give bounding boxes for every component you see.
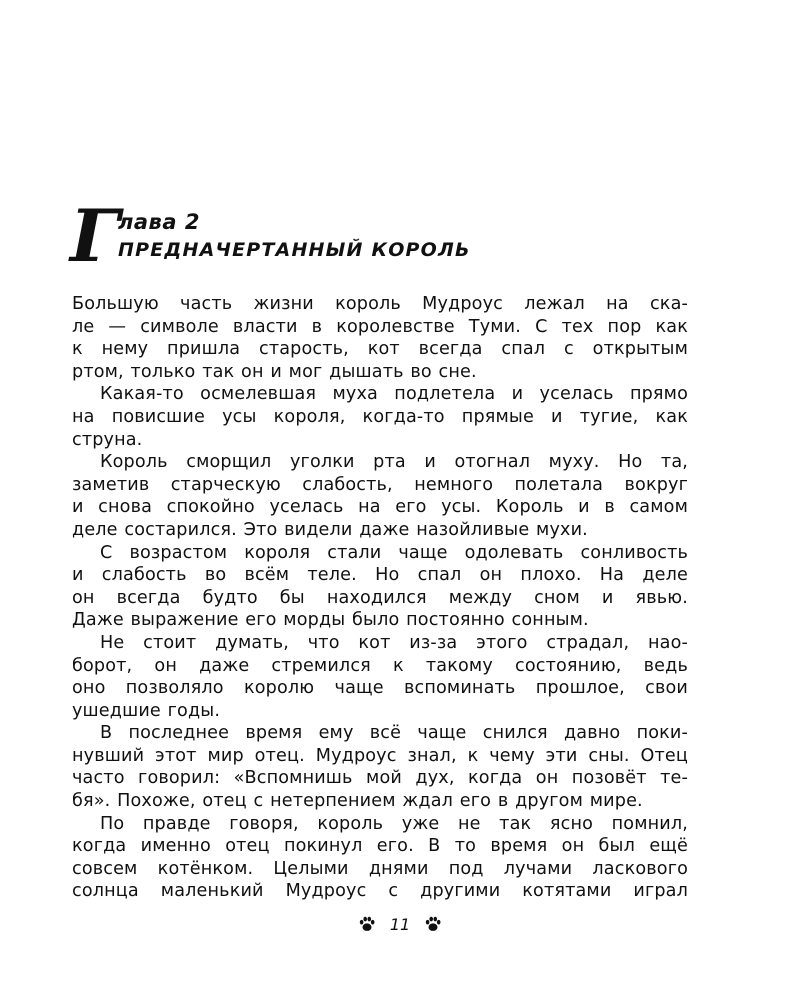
text-line: совсем котёнком. Целыми днями под лучами ласкового: [72, 858, 688, 879]
chapter-drop-initial: Г: [70, 193, 120, 278]
text-line: когда именно отец покинул его. В то время он был ещё: [72, 836, 688, 857]
text-line: и слабость во всём теле. Но спал он плохо. На деле: [72, 565, 688, 586]
text-line: бя». Похоже, отец с нетерпением ждал его в другом мире.: [72, 791, 643, 812]
text-line: Даже выражение его морды было постоянно сонным.: [72, 610, 589, 631]
chapter-title: ПРЕДНАЧЕРТАННЫЙ КОРОЛЬ: [118, 239, 471, 261]
chapter-heading: [70, 193, 730, 278]
chapter-body-text: [72, 293, 688, 903]
text-line: струна.: [72, 429, 143, 450]
text-line: оно позволяло королю чаще вспоминать прошлое, свои: [72, 678, 688, 699]
text-line: Не стоит думать, что кот из-за этого страдал, нао-: [100, 632, 688, 653]
text-line: к нему пришла старость, кот всегда спал с открытым: [72, 339, 688, 360]
text-line: В последнее время ему всё чаще снился давно поки-: [100, 723, 688, 744]
text-line: и снова спокойно уселась на его усы. Король и в самом: [72, 497, 688, 518]
text-line: заметив старческую слабость, немного полетала вокруг: [72, 474, 688, 495]
text-line: С возрастом короля стали чаще одолевать сонливость: [100, 542, 688, 563]
text-line: Большую часть жизни король Мудроус лежал на ска-: [72, 294, 688, 314]
text-line: ртом, только так он и мог дышать во сне.: [72, 361, 477, 382]
chapter-label: лава 2: [118, 210, 200, 234]
page-footer: [0, 912, 800, 936]
text-line: Король сморщил уголки рта и отогнал муху. Но та,: [100, 452, 688, 473]
text-line: деле состарился. Это видели даже назойливые мухи.: [72, 519, 588, 540]
paw-icon: [424, 915, 442, 933]
page-number: 11: [389, 914, 411, 934]
text-line: борот, он даже стремился к такому состоянию, ведь: [72, 655, 688, 676]
text-line: на повисшие усы короля, когда-то прямые и тугие, как: [72, 406, 688, 427]
paw-icon: [358, 915, 376, 933]
text-line: ушедшие годы.: [72, 700, 221, 721]
text-line: солнца маленький Мудроус с другими котятами играл: [72, 881, 688, 902]
text-line: часто говорил: «Вспомнишь мой дух, когда он позовёт те-: [72, 768, 688, 789]
text-line: ле — символе власти в королевстве Туми. С тех пор как: [72, 316, 688, 337]
text-line: Какая-то осмелевшая муха подлетела и уселась прямо: [100, 384, 688, 405]
text-line: он всегда будто бы находился между сном и явью.: [72, 587, 688, 608]
text-line: нувший этот мир отец. Мудроус знал, к чему эти сны. Отец: [72, 745, 688, 766]
text-line: По правде говоря, король уже не так ясно помнил,: [100, 813, 688, 834]
